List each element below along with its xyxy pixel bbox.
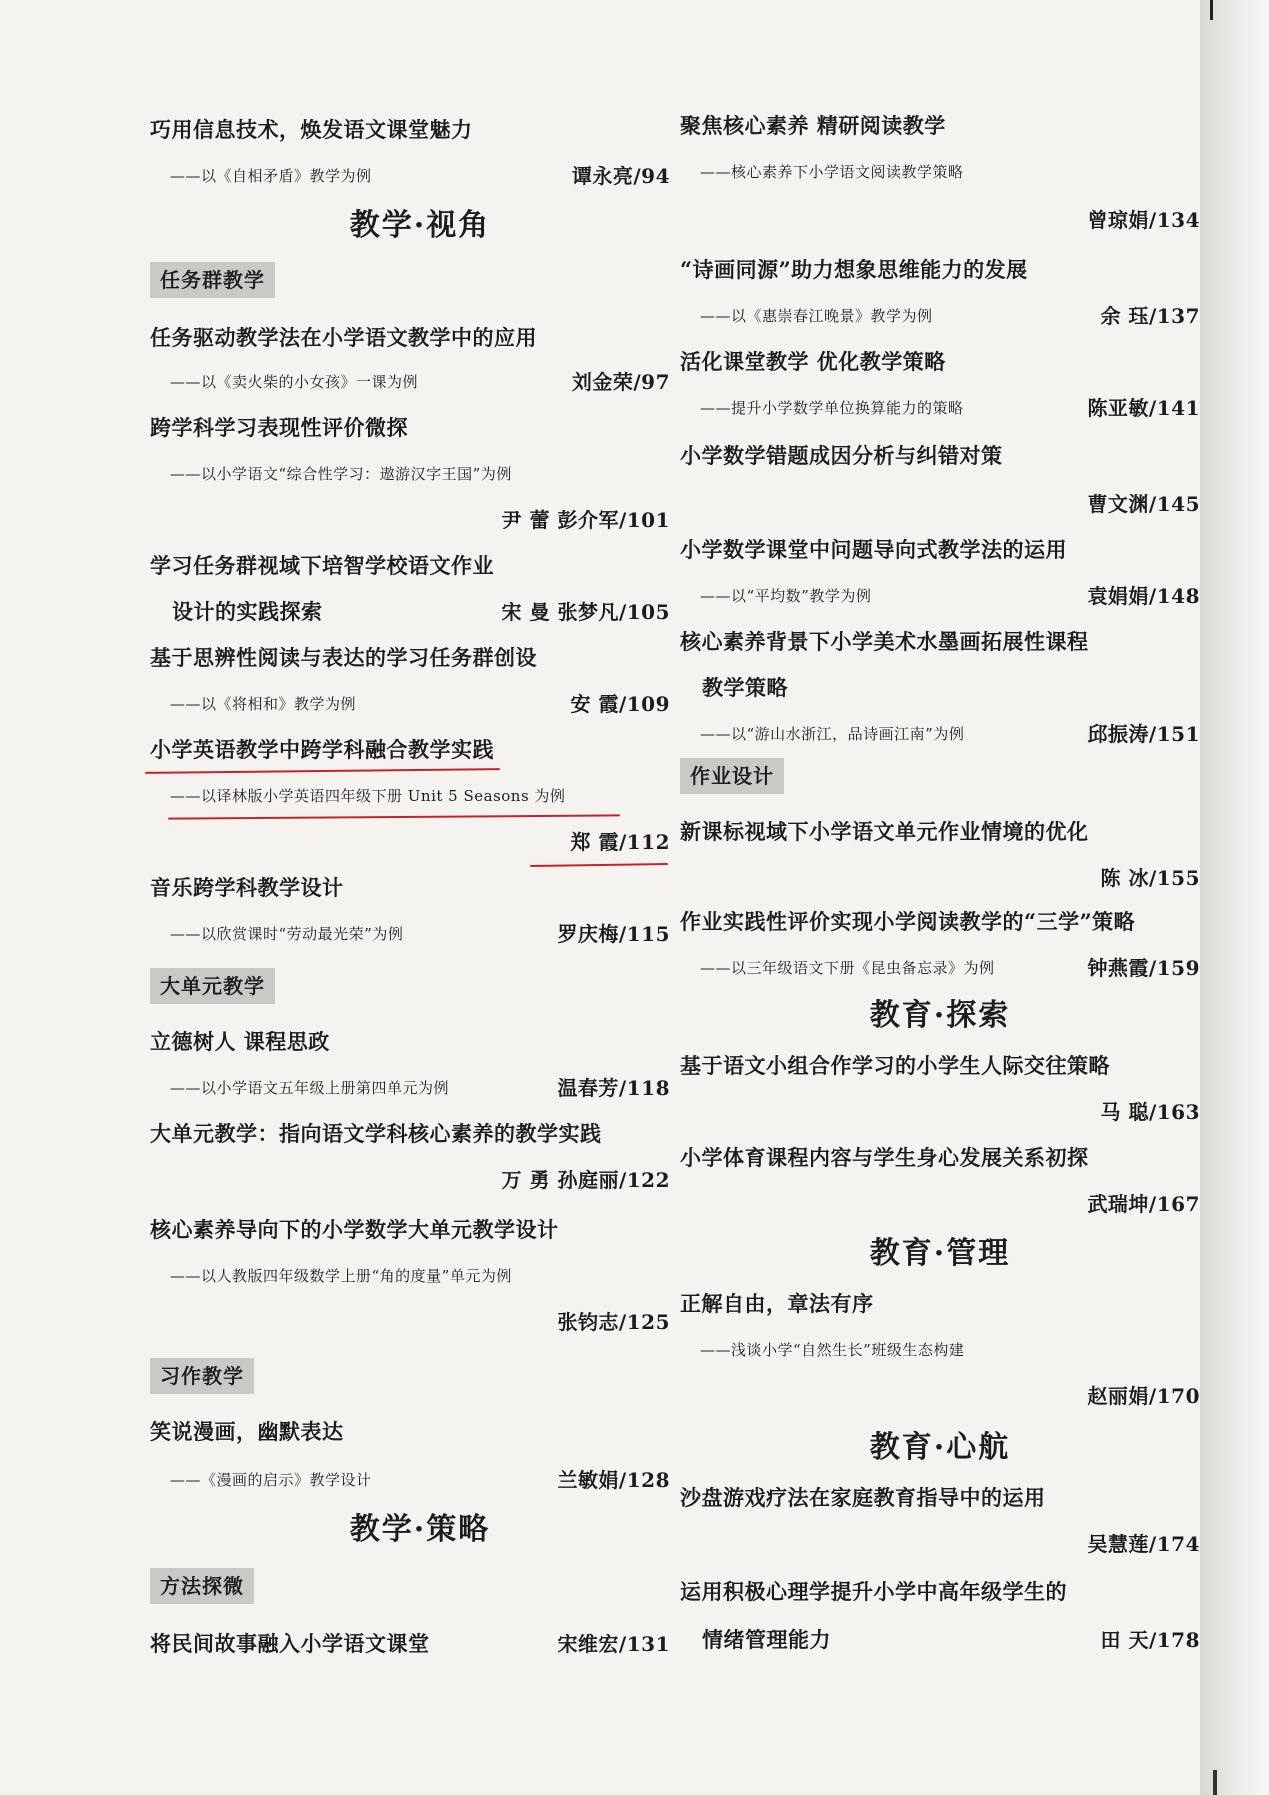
entry-subtitle: ——核心素养下小学语文阅读教学策略 <box>700 163 964 181</box>
entry-author: 陈亚敏/141 <box>1087 396 1200 420</box>
entry-author: 罗庆梅/115 <box>557 922 670 946</box>
entry-author: 张钧志/125 <box>557 1310 670 1334</box>
entry-author: 宋维宏/131 <box>557 1632 670 1656</box>
entry-author-highlighted: 郑 霞/112 <box>570 830 670 854</box>
entry-subtitle-text: ——提升小学数学单位换算能力的策略 <box>700 399 964 417</box>
category-tag: 大单元教学 <box>150 968 275 1004</box>
entry-author: 兰敏娟/128 <box>557 1468 670 1492</box>
edge-mark <box>1210 0 1213 20</box>
entry-subtitle: ——以人教版四年级数学上册“角的度量”单元为例 <box>170 1267 512 1285</box>
entry-title: 任务驱动教学法在小学语文教学中的应用 <box>150 325 537 350</box>
entry-author: 袁娟娟/148 <box>1087 584 1200 608</box>
entry-title-text: 将民间故事融入小学语文课堂 <box>150 1631 430 1656</box>
entry-subtitle <box>680 714 1200 754</box>
entry-subtitle-text: ——以三年级语文下册《昆虫备忘录》为例 <box>700 959 995 977</box>
entry-subtitle <box>680 948 1200 988</box>
entry-subtitle <box>680 388 1200 428</box>
entry-author: 万 勇 孙庭丽/122 <box>501 1168 670 1192</box>
entry-subtitle <box>150 1068 670 1108</box>
section-heading: 教育·心航 <box>869 1430 1011 1465</box>
entry-title: 聚焦核心素养 精研阅读教学 <box>680 113 946 138</box>
entry-author: 邱振涛/151 <box>1087 722 1200 746</box>
entry-subtitle <box>680 296 1200 336</box>
entry-author: 尹 蕾 彭介军/101 <box>501 508 670 532</box>
section-heading: 教学·视角 <box>349 208 491 243</box>
entry-subtitle <box>150 156 670 196</box>
page-edge <box>1200 0 1269 1795</box>
entry-author: 温春芳/118 <box>557 1076 670 1100</box>
entry-author: 刘金荣/97 <box>571 370 670 394</box>
entry-author: 田 天/178 <box>1100 1628 1200 1652</box>
entry-author: 钟燕霞/159 <box>1087 956 1200 980</box>
entry-subtitle-text: ——以《卖火柴的小女孩》一课为例 <box>170 373 419 391</box>
entry-title: 巧用信息技术，焕发语文课堂魅力 <box>150 117 473 142</box>
entry-title: 跨学科学习表现性评价微探 <box>150 415 408 440</box>
entry-title: 运用积极心理学提升小学中高年级学生的 <box>680 1579 1067 1604</box>
entry-title: 笑说漫画，幽默表达 <box>150 1419 344 1444</box>
entry-title: 新课标视域下小学语文单元作业情境的优化 <box>680 819 1089 844</box>
toc-right-column <box>680 0 1200 1795</box>
entry-title: 大单元教学：指向语文学科核心素养的教学实践 <box>150 1121 602 1146</box>
entry-title-text: 设计的实践探索 <box>172 599 323 624</box>
edge-mark <box>1213 1770 1217 1795</box>
section-heading: 教学·策略 <box>349 1512 491 1547</box>
category-tag: 任务群教学 <box>150 262 275 298</box>
category-tag: 习作教学 <box>150 1358 254 1394</box>
entry-author: 曹文渊/145 <box>1087 492 1200 516</box>
entry-subtitle <box>150 684 670 724</box>
entry-title-continued <box>150 592 670 632</box>
entry-title-continued: 教学策略 <box>702 675 788 700</box>
entry-subtitle-highlighted: ——以译林版小学英语四年级下册 Unit 5 Seasons 为例 <box>170 787 566 805</box>
entry-author: 马 聪/163 <box>1100 1100 1200 1124</box>
entry-author: 余 珏/137 <box>1100 304 1200 328</box>
entry-subtitle: ——以小学语文“综合性学习：遨游汉字王国”为例 <box>170 465 512 483</box>
entry-author: 宋 曼 张梦凡/105 <box>501 600 670 624</box>
entry-subtitle-text: ——以“平均数”教学为例 <box>700 587 872 605</box>
entry-subtitle <box>680 576 1200 616</box>
entry-author: 赵丽娟/170 <box>1087 1384 1200 1408</box>
entry-title-highlighted: 小学英语教学中跨学科融合教学实践 <box>150 737 494 762</box>
entry-subtitle-text: ——以“游山水浙江，品诗画江南”为例 <box>700 725 965 743</box>
entry-subtitle <box>150 914 670 954</box>
entry-title: 小学数学课堂中问题导向式教学法的运用 <box>680 537 1067 562</box>
entry-title: 正解自由，章法有序 <box>680 1291 874 1316</box>
entry-title: 学习任务群视域下培智学校语文作业 <box>150 553 494 578</box>
entry-title: 沙盘游戏疗法在家庭教育指导中的运用 <box>680 1485 1046 1510</box>
entry-author: 武瑞坤/167 <box>1087 1192 1200 1216</box>
entry-title: 基于语文小组合作学习的小学生人际交往策略 <box>680 1053 1110 1078</box>
entry-subtitle-text: ——以《将相和》教学为例 <box>170 695 357 713</box>
entry-title: 核心素养导向下的小学数学大单元教学设计 <box>150 1217 559 1242</box>
entry-subtitle-text: ——以欣赏课时“劳动最光荣”为例 <box>170 925 404 943</box>
category-tag: 作业设计 <box>680 758 784 794</box>
entry-title: 活化课堂教学 优化教学策略 <box>680 349 946 374</box>
entry-title-continued <box>680 1620 1200 1660</box>
toc-left-column <box>150 0 670 1795</box>
entry-title: “诗画同源”助力想象思维能力的发展 <box>680 257 1028 282</box>
section-heading: 教育·管理 <box>869 1236 1011 1271</box>
entry-subtitle <box>150 1460 670 1500</box>
entry-title <box>150 1624 670 1664</box>
entry-title: 音乐跨学科教学设计 <box>150 875 344 900</box>
entry-title: 立德树人 课程思政 <box>150 1029 330 1054</box>
entry-title: 核心素养背景下小学美术水墨画拓展性课程 <box>680 629 1089 654</box>
entry-subtitle-text: ——以《自相矛盾》教学为例 <box>170 167 372 185</box>
entry-subtitle <box>150 362 670 402</box>
entry-author: 陈 冰/155 <box>1100 866 1200 890</box>
entry-author: 谭永亮/94 <box>571 164 670 188</box>
entry-author: 曾琼娟/134 <box>1087 208 1200 232</box>
entry-author: 安 霞/109 <box>570 692 670 716</box>
entry-subtitle-text: ——以小学语文五年级上册第四单元为例 <box>170 1079 450 1097</box>
entry-title-text: 情绪管理能力 <box>702 1627 831 1652</box>
entry-title: 小学数学错题成因分析与纠错对策 <box>680 443 1003 468</box>
entry-author: 吴慧莲/174 <box>1087 1532 1200 1556</box>
entry-subtitle-text: ——《漫画的启示》教学设计 <box>170 1471 372 1489</box>
entry-subtitle: ——浅谈小学“自然生长”班级生态构建 <box>700 1341 965 1359</box>
entry-title: 作业实践性评价实现小学阅读教学的“三学”策略 <box>680 909 1136 934</box>
section-heading: 教育·探索 <box>869 998 1011 1033</box>
entry-title: 基于思辨性阅读与表达的学习任务群创设 <box>150 645 537 670</box>
entry-subtitle-text: ——以《惠崇春江晚景》教学为例 <box>700 307 933 325</box>
entry-title: 小学体育课程内容与学生身心发展关系初探 <box>680 1145 1089 1170</box>
category-tag: 方法探微 <box>150 1568 254 1604</box>
